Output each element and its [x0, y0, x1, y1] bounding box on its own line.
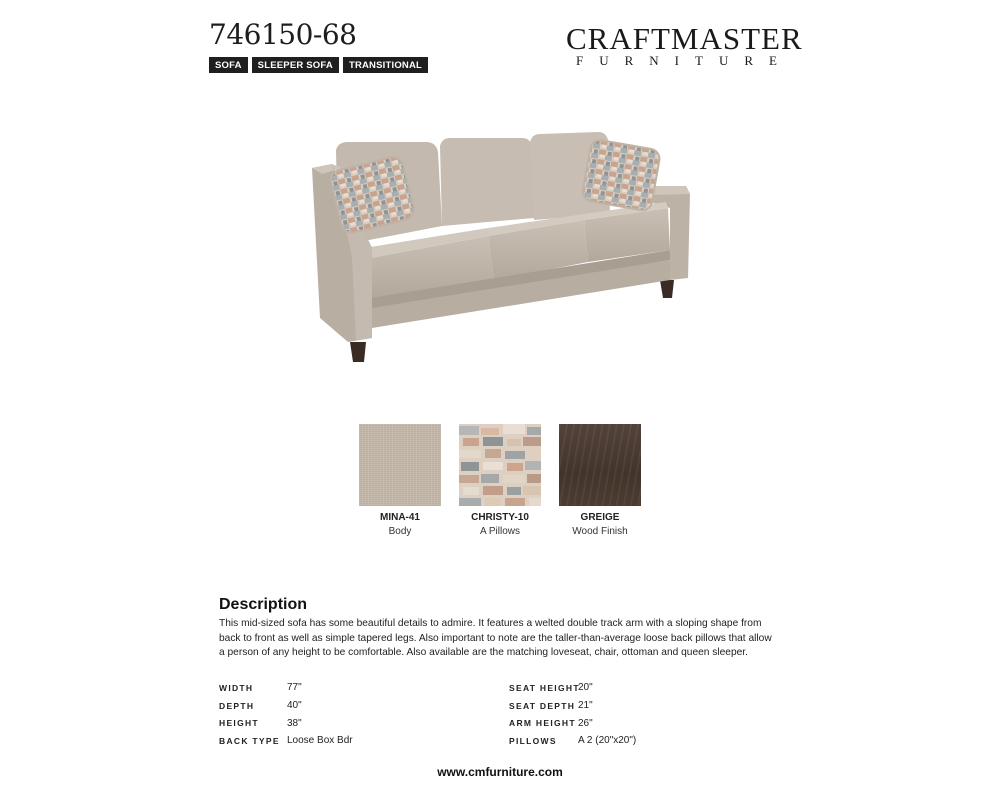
swatch-role: A Pillows — [479, 526, 520, 537]
spec-label: DEPTH — [219, 700, 255, 711]
spec-seat-height — [509, 679, 636, 697]
spec-pillows — [509, 732, 636, 750]
spec-label: PILLOWS — [509, 735, 557, 746]
spec-value: 40" — [287, 700, 302, 712]
fabric-swatches — [359, 424, 641, 537]
spec-label: ARM HEIGHT — [509, 718, 576, 729]
swatch-role: Body — [388, 526, 412, 537]
spec-value: A 2 (20"x20") — [578, 735, 637, 747]
tag-sleeper-sofa: SLEEPER SOFA — [252, 57, 339, 73]
spec-value: 77" — [287, 682, 302, 694]
website-link[interactable]: www.cmfurniture.com — [437, 765, 563, 779]
swatch-code: CHRISTY-10 — [471, 512, 529, 523]
spec-depth — [219, 697, 353, 715]
spec-height — [219, 714, 353, 732]
spec-label: BACK TYPE — [219, 735, 280, 746]
spec-back-type — [219, 732, 353, 750]
spec-value: Loose Box Bdr — [287, 735, 353, 747]
spec-label: SEAT HEIGHT — [509, 682, 580, 693]
spec-value: 26" — [578, 717, 593, 729]
spec-label: WIDTH — [219, 682, 254, 693]
swatch-wood-finish — [559, 424, 641, 537]
specs-left-column — [219, 679, 353, 750]
spec-value: 21" — [578, 700, 593, 712]
swatch-greige-image — [559, 424, 641, 506]
description-heading: Description — [219, 596, 308, 613]
description-text: This mid-sized sofa has some beautiful details to admire. It features a welted double track arm with a sloping shape from back to front as well as simple tapered legs. Also important to note are the taller-than-average loose back pillows that allow a person of any height to be comfortable. Also available are the matching loveseat, chair, ottoman and queen sleeper. — [219, 618, 772, 658]
swatch-body — [359, 424, 441, 537]
spec-label: HEIGHT — [219, 718, 259, 729]
swatch-role: Wood Finish — [572, 526, 628, 537]
brand-logo — [566, 21, 803, 68]
sofa-product-image — [308, 128, 692, 368]
spec-label: SEAT DEPTH — [509, 700, 576, 711]
spec-value: 20" — [578, 682, 593, 694]
spec-arm-height — [509, 714, 636, 732]
logo-subtitle: FURNITURE — [576, 53, 793, 68]
model-number: 746150-68 — [209, 18, 357, 51]
tag-sofa: SOFA — [209, 57, 248, 73]
spec-seat-depth — [509, 697, 636, 715]
swatch-pillows — [459, 424, 541, 537]
spec-width — [219, 679, 353, 697]
swatch-christy-10-image — [459, 424, 541, 506]
swatch-code: MINA-41 — [379, 512, 420, 523]
logo-wordmark: CRAFTMASTER — [566, 21, 803, 56]
category-tags — [209, 57, 428, 73]
spec-value: 38" — [287, 717, 302, 729]
swatch-code: GREIGE — [580, 512, 620, 523]
swatch-mina-41-image — [359, 424, 441, 506]
specs-right-column — [509, 679, 636, 750]
tag-transitional: TRANSITIONAL — [343, 57, 428, 73]
